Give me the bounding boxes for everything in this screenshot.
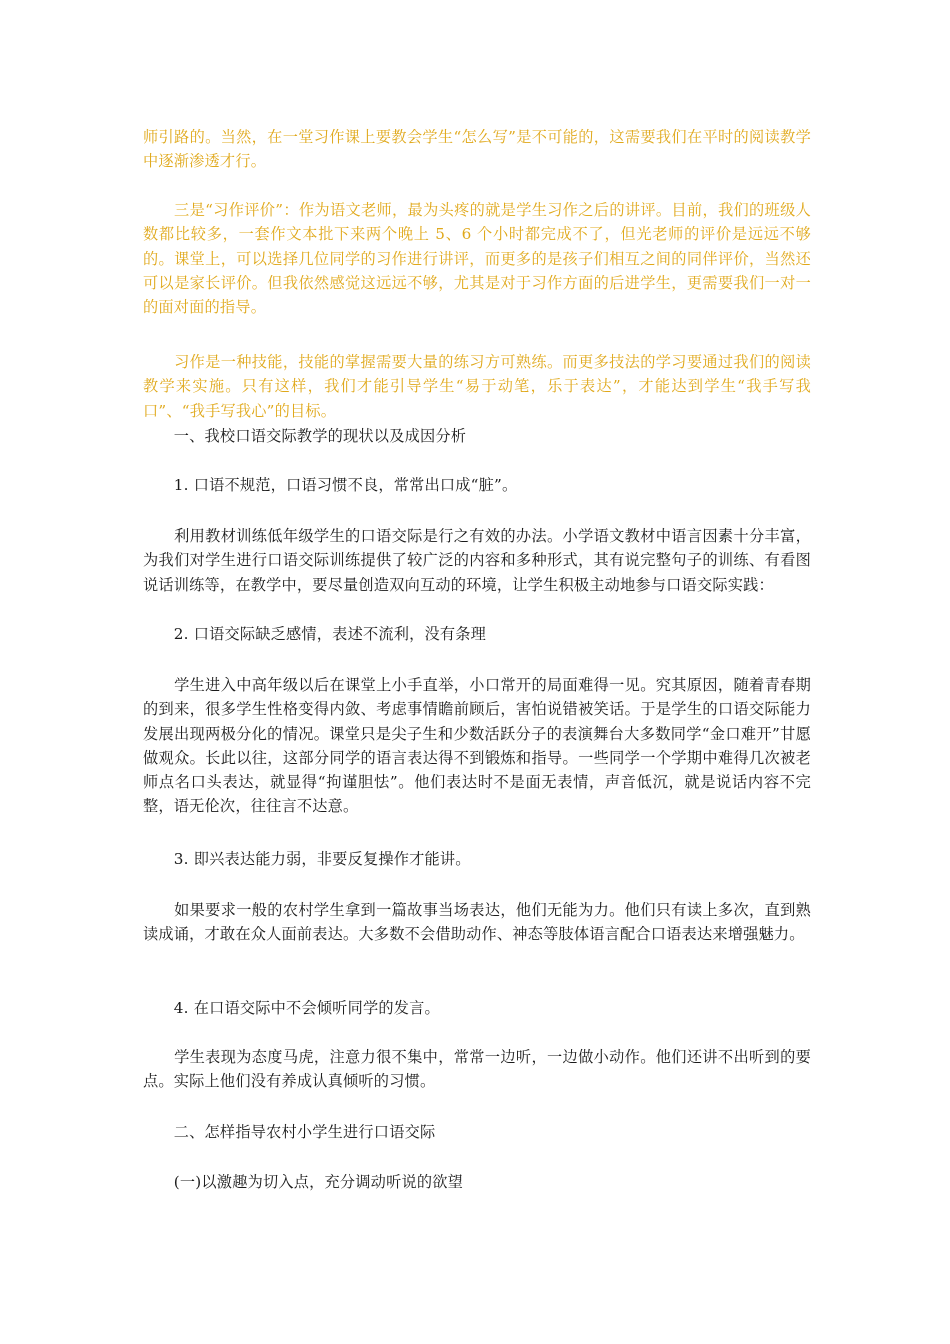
list-item-1: 1. 口语不规范，口语习惯不良，常常出口成“脏”。 bbox=[143, 476, 518, 494]
list-item-3: 3. 即兴表达能力弱，非要反复操作才能讲。 bbox=[143, 850, 471, 868]
paragraph-intro: 师引路的。当然，在一堂习作课上要教会学生“怎么写”是不可能的，这需要我们在平时的阅读教学中逐渐渗透才行。 bbox=[143, 128, 811, 171]
paragraph-rural: 如果要求一般的农村学生拿到一篇故事当场表达，他们无能为力。他们只有读上多次，直到熟读成诵，才敢在众人面前表达。大多数不会借助动作、神态等肢体语言配合口语表达来增强魅力。 bbox=[143, 901, 811, 944]
paragraph-upper-grade: 学生进入中高年级以后在课堂上小手直举，小口常开的局面难得一见。究其原因，随着青春期的到来，很多学生性格变得内敛、考虑事情瞻前顾后，害怕说错被笑话。于是学生的口语交际能力发展出现两极分化的情况。课堂只是尖子生和少数活跃分子的表演舞台大多数同学“金口难开”甘愿做观众。长此以往，这部分同学的语言表达得不到锻炼和指导。一些同学一个学期中难得几次被老师点名口头表达，就显得“拘谨胆怯”。他们表达时不是面无表情，声音低沉，就是说话内容不完整，语无伦次，往往言不达意。 bbox=[143, 676, 811, 816]
paragraph-skill: 习作是一种技能，技能的掌握需要大量的练习方可熟练。而更多技法的学习要通过我们的阅读教学来实施。只有这样，我们才能引导学生“易于动笔，乐于表达”，才能达到学生“我手写我口”、“我手写我心”的目标。 bbox=[143, 353, 811, 420]
section-heading-1: 一、我校口语交际教学的现状以及成因分析 bbox=[143, 427, 467, 445]
section-heading-2: 二、怎样指导农村小学生进行口语交际 bbox=[143, 1123, 436, 1141]
paragraph-evaluation: 三是“习作评价”：作为语文老师，最为头疼的就是学生习作之后的讲评。目前，我们的班级人数都比较多，一套作文本批下来两个晚上 5、6 个小时都完成不了，但光老师的评价是远远不够的。课堂上，可以选择几位同学的习作进行讲评，而更多的是孩子们相互之间的同伴评价，当然还可以是家长评价。但我依然感觉这远远不够，尤其是对于习作方面的后进学生，更需要我们一对一的面对面的指导。 bbox=[143, 201, 811, 317]
paragraph-textbook: 利用教材训练低年级学生的口语交际是行之有效的办法。小学语文教材中语言因素十分丰富，为我们对学生进行口语交际训练提供了较广泛的内容和多种形式，其有说完整句子的训练、有看图说话训练等，在教学中，要尽量创造双向互动的环境，让学生积极主动地参与口语交际实践： bbox=[143, 527, 811, 594]
list-item-2: 2. 口语交际缺乏感情，表述不流利，没有条理 bbox=[143, 625, 487, 643]
paragraph-listening: 学生表现为态度马虎，注意力很不集中，常常一边听，一边做小动作。他们还讲不出听到的要点。实际上他们没有养成认真倾听的习惯。 bbox=[143, 1048, 811, 1091]
list-item-4: 4. 在口语交际中不会倾听同学的发言。 bbox=[143, 999, 440, 1017]
subsection-heading-1: (一)以激趣为切入点，充分调动听说的欲望 bbox=[143, 1173, 464, 1191]
